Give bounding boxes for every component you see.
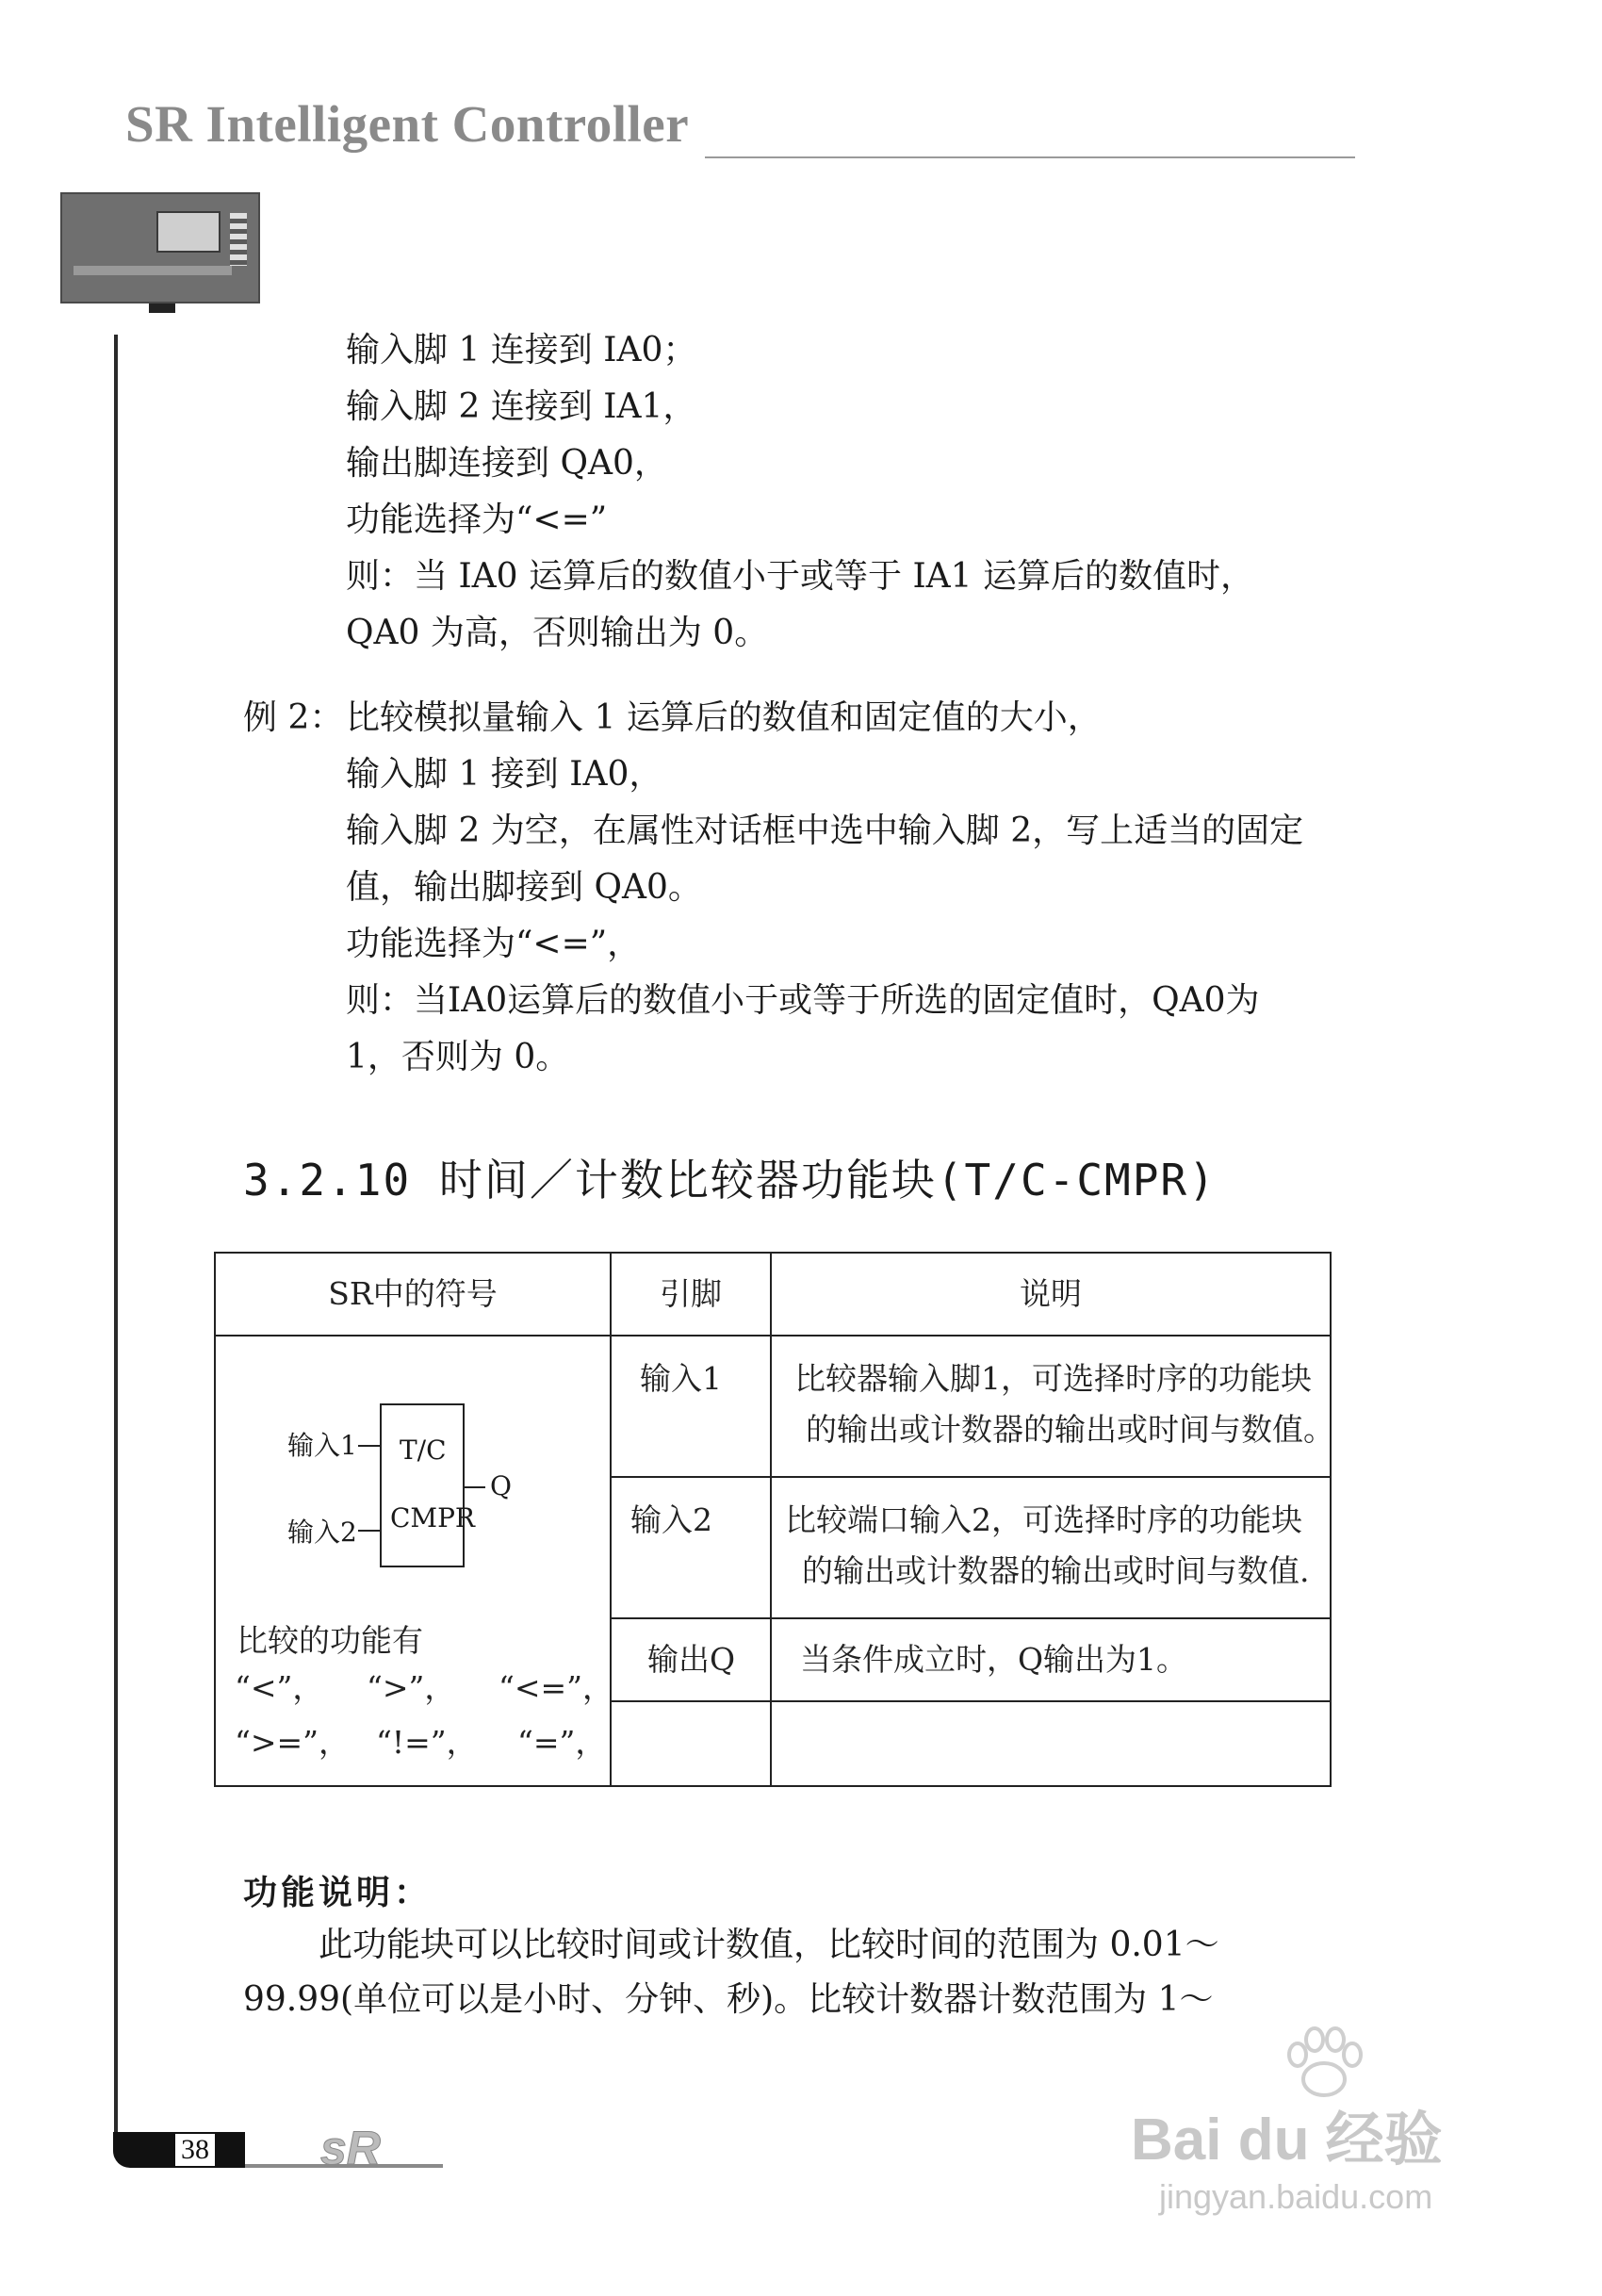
header-title: SR Intelligent Controller	[125, 95, 690, 153]
example1-line: 输出脚连接到 QA0，	[346, 444, 668, 483]
device-foot	[149, 303, 175, 313]
table-pin-cell: 输入2	[630, 1501, 712, 1538]
side-rule	[114, 335, 118, 2135]
table-row-divider	[610, 1617, 1330, 1619]
watermark-url: jingyan.baidu.com	[1159, 2177, 1433, 2216]
watermark-main-text: Bai du 经验	[1131, 2107, 1443, 2173]
table-desc-cell: 的输出或计数器的输出或时间与数值。	[806, 1411, 1334, 1448]
block-input2-label: 输入2	[287, 1517, 357, 1548]
example2-line: 值，输出脚接到 QA0。	[346, 868, 702, 907]
table-desc-cell: 当条件成立时，Q输出为1。	[800, 1641, 1188, 1678]
block-output-label: Q	[490, 1470, 512, 1501]
table-header-symbol: SR中的符号	[328, 1275, 498, 1312]
function-desc-title: 功能说明：	[243, 1874, 433, 1912]
device-keys	[230, 213, 247, 266]
table-desc-cell: 比较器输入脚1，可选择时序的功能块	[794, 1360, 1312, 1397]
example2-label: 例 2：	[243, 698, 344, 737]
tc-cmpr-block-symbol	[380, 1403, 465, 1567]
example2-line: 功能选择为“<=”，	[346, 925, 642, 963]
block-bottom-label: CMPR	[390, 1502, 476, 1533]
section-heading: 3.2.10 时间／计数比较器功能块(T/C-CMPR)	[243, 1155, 1217, 1205]
device-terminal-strip	[74, 266, 232, 275]
baidu-watermark	[1131, 2026, 1508, 2253]
device-screen	[156, 211, 221, 253]
table-header-divider	[216, 1335, 1330, 1337]
function-op: “<=”，	[499, 1669, 614, 1706]
function-desc-line: 99.99(单位可以是小时、分钟、秒)。比较计数器计数范围为 1～	[243, 1980, 1214, 2019]
example1-line: 则：当 IA0 运算后的数值小于或等于 IA1 运算后的数值时，	[346, 557, 1255, 596]
table-pin-cell: 输出Q	[647, 1641, 736, 1678]
function-op: “<”，	[235, 1669, 324, 1706]
header-rule	[705, 156, 1355, 158]
table-row-divider	[610, 1700, 1330, 1702]
table-row-divider	[610, 1476, 1330, 1478]
block-input1-wire	[358, 1445, 380, 1447]
function-op: “>=”，	[235, 1724, 351, 1761]
table-header-desc: 说明	[1020, 1275, 1082, 1312]
example1-line: QA0 为高，否则输出为 0。	[346, 614, 769, 652]
example2-line: 输入脚 2 为空，在属性对话框中选中输入脚 2，写上适当的固定	[346, 812, 1304, 850]
function-op: “!=”，	[376, 1724, 478, 1761]
example1-line: 功能选择为“<=”	[346, 500, 608, 539]
table-desc-cell: 的输出或计数器的输出或时间与数值.	[802, 1552, 1310, 1589]
example2-line: 比较模拟量输入 1 运算后的数值和固定值的大小，	[346, 698, 1102, 737]
function-desc-line: 此功能块可以比较时间或计数值，比较时间的范围为 0.01～	[319, 1926, 1219, 1964]
table-header-pin: 引脚	[660, 1275, 722, 1312]
block-input2-wire	[358, 1530, 380, 1532]
block-input1-label: 输入1	[287, 1430, 357, 1461]
block-output-wire	[465, 1486, 485, 1488]
function-op: “=”，	[517, 1724, 607, 1761]
function-op: “>”，	[367, 1669, 456, 1706]
table-col-divider	[770, 1254, 772, 1785]
example2-line: 1，否则为 0。	[346, 1038, 570, 1076]
block-top-label: T/C	[400, 1435, 447, 1466]
controller-device-image	[60, 192, 260, 303]
paw-icon	[1277, 2026, 1371, 2102]
page-number: 38	[175, 2134, 215, 2166]
example2-line: 则：当IA0运算后的数值小于或等于所选的固定值时，QA0为	[346, 981, 1260, 1020]
example2-line: 输入脚 1 接到 IA0，	[346, 755, 663, 794]
table-pin-cell: 输入1	[640, 1360, 722, 1397]
functions-title: 比较的功能有	[237, 1622, 423, 1659]
example1-line: 输入脚 2 连接到 IA1，	[346, 387, 697, 426]
sr-logo: sR	[320, 2122, 381, 2174]
example1-line: 输入脚 1 连接到 IA0；	[346, 331, 697, 369]
table-desc-cell: 比较端口输入2，可选择时序的功能块	[785, 1501, 1302, 1538]
